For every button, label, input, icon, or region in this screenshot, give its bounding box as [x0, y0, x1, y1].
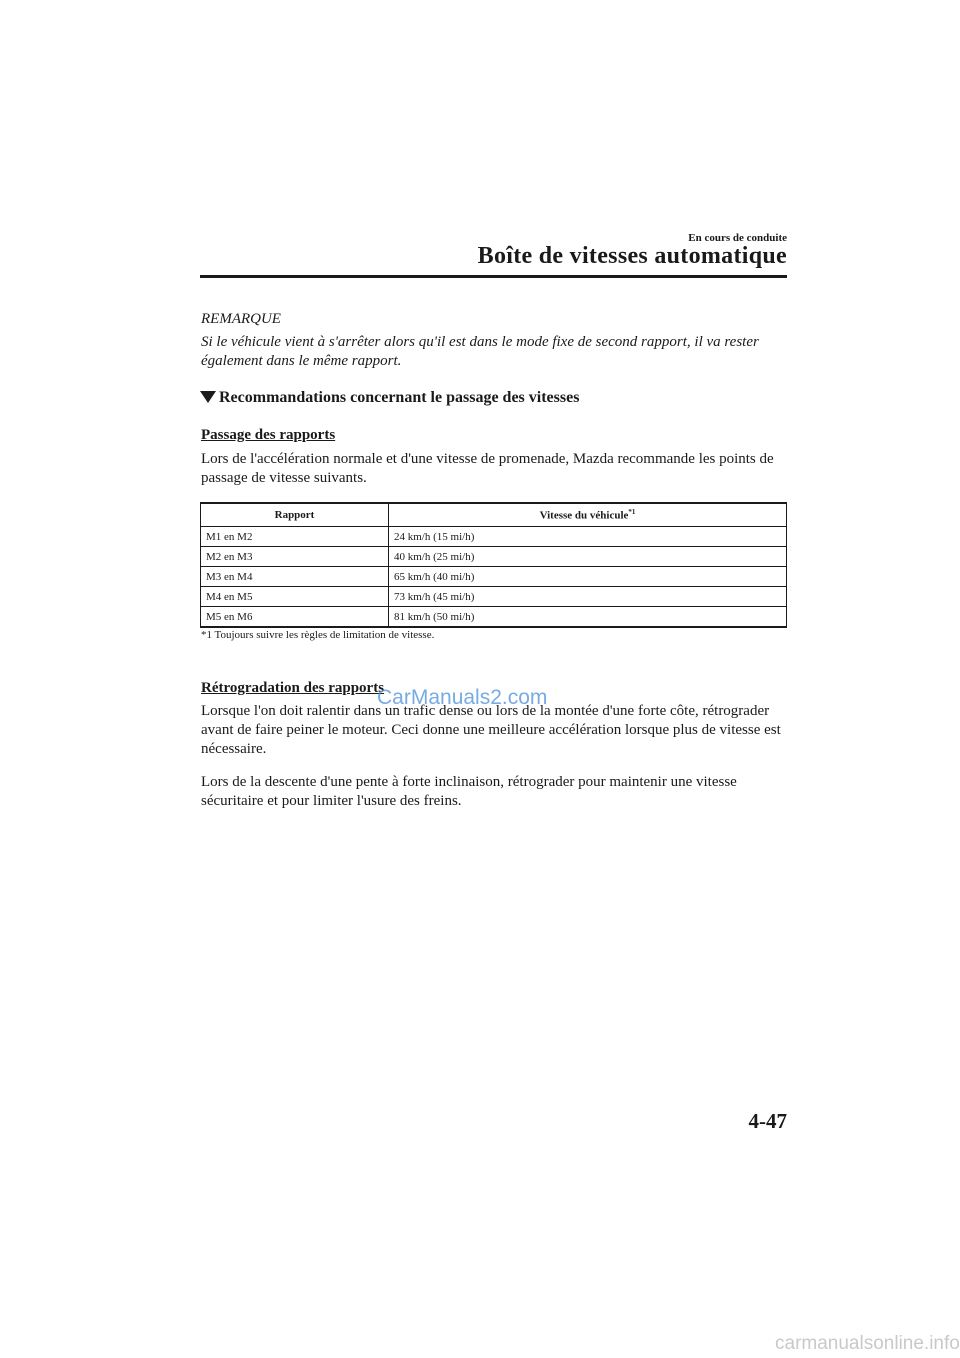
upshift-paragraph: Lors de l'accélération normale et d'une vitesse de promenade, Mazda recommande les points de passage de vitesse suivants.: [201, 451, 774, 486]
table-footnote: *1 Toujours suivre les règles de limitation de vitesse.: [201, 629, 435, 641]
table-cell-speed: 40 km/h (25 mi/h): [389, 547, 787, 567]
downshift-paragraph-2: Lors de la descente d'une pente à forte inclinaison, rétrograder pour maintenir une vitesse sécuritaire et pour limiter l'usure des freins.: [201, 774, 737, 809]
note-label: REMARQUE: [201, 311, 281, 327]
section-heading-text: Recommandations concernant le passage des vitesses: [219, 389, 580, 406]
downshift-paragraph-1: Lorsque l'on doit ralentir dans un trafic dense ou lors de la montée d'une forte côte, rétrograder avant de faire peiner le moteur. Ceci donne une meilleure accélération lorsque plus de vitesse est nécessaire.: [201, 703, 781, 757]
table-row: [201, 567, 787, 587]
watermark-bottom: carmanualsonline.info: [775, 1333, 960, 1354]
table-header-speed: [389, 503, 787, 527]
table-cell-gear: M1 en M2: [201, 527, 389, 547]
table-header-gear: Rapport: [201, 503, 389, 527]
table-cell-gear: M4 en M5: [201, 587, 389, 607]
footnote-marker: *1: [628, 508, 636, 517]
table-cell-speed: 81 km/h (50 mi/h): [389, 607, 787, 628]
table-cell-gear: M5 en M6: [201, 607, 389, 628]
table-cell-gear: M3 en M4: [201, 567, 389, 587]
table-header-speed-label: Vitesse du véhicule: [539, 509, 629, 522]
header-rule: [200, 275, 787, 278]
table-cell-gear: M2 en M3: [201, 547, 389, 567]
page-title: Boîte de vitesses automatique: [477, 243, 787, 269]
page-number: 4-47: [748, 1109, 787, 1133]
table-cell-speed: 24 km/h (15 mi/h): [389, 527, 787, 547]
table-header-row: [201, 503, 787, 527]
table-row: [201, 587, 787, 607]
shift-points-table: [200, 502, 787, 628]
upshift-heading: Passage des rapports: [201, 427, 336, 443]
table-row: [201, 527, 787, 547]
table-row: [201, 607, 787, 628]
triangle-down-icon: [200, 391, 216, 403]
note-text: Si le véhicule vient à s'arrêter alors qu'il est dans le mode fixe de second rapport, il va rester également dans le même rapport.: [201, 334, 759, 369]
table-cell-speed: 65 km/h (40 mi/h): [389, 567, 787, 587]
table-row: [201, 547, 787, 567]
watermark-top: CarManuals2.com: [377, 686, 548, 709]
header-section-label: En cours de conduite: [688, 232, 787, 244]
section-heading: [200, 389, 579, 407]
table-cell-speed: 73 km/h (45 mi/h): [389, 587, 787, 607]
downshift-heading: Rétrogradation des rapports: [201, 680, 385, 696]
